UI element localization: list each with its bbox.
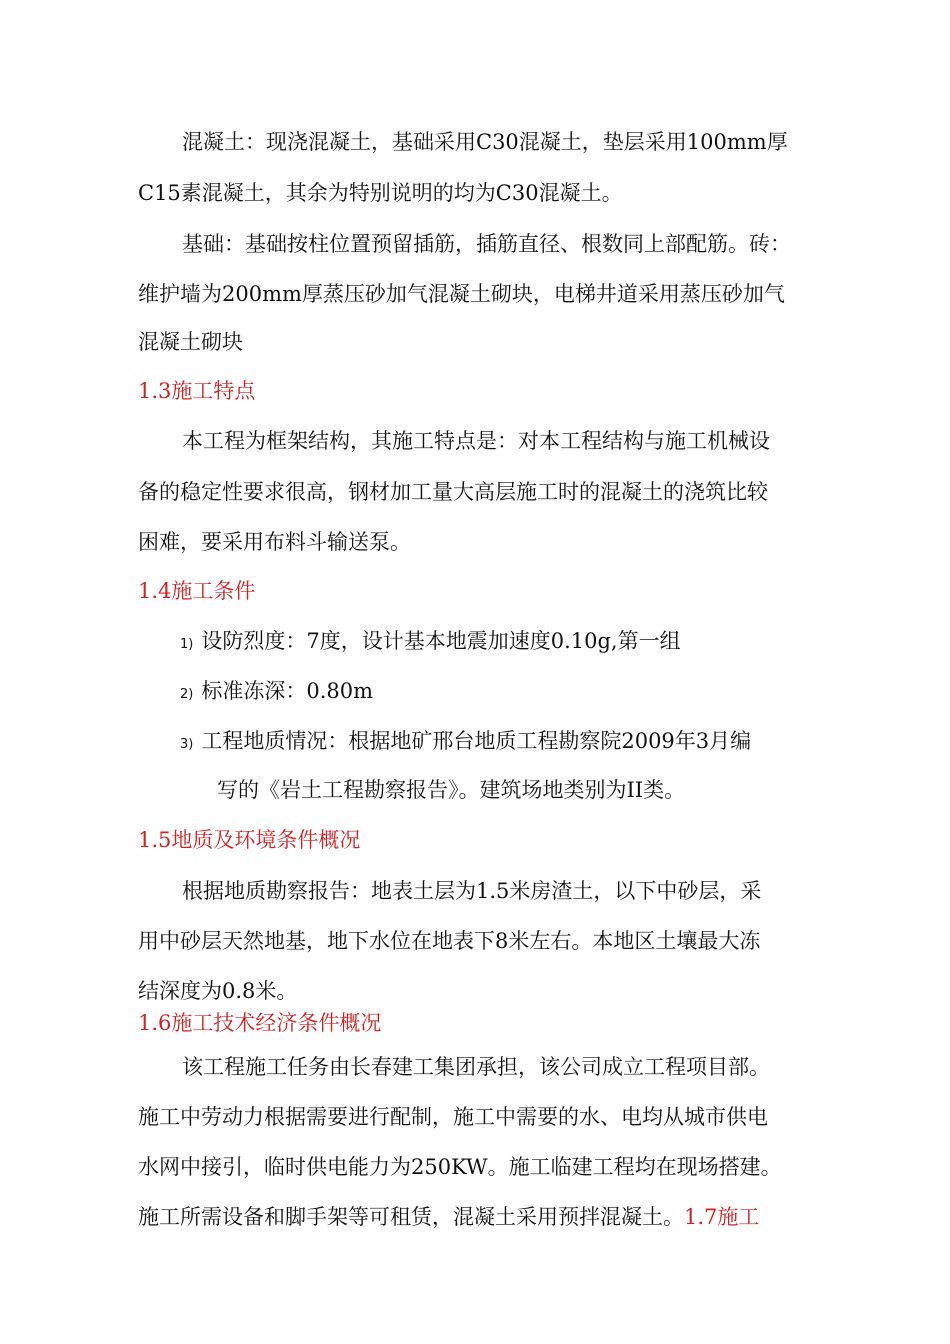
section-heading-1-7: 1.7施工 — [684, 1205, 760, 1229]
concrete-line-2: C15素混凝土，其余为特别说明的均为C30混凝土。 — [138, 181, 623, 205]
s15-line-2: 用中砂层天然地基，地下水位在地表下8米左右。本地区土壤最大冻 — [138, 929, 761, 953]
s13-line-3: 困难，要采用布料斗输送泵。 — [138, 530, 411, 554]
list-item-continuation: 写的《岩土工程勘察报告》。建筑场地类别为II类。 — [217, 778, 686, 802]
s16-line-2: 施工中劳动力根据需要进行配制，施工中需要的水、电均从城市供电 — [138, 1105, 768, 1129]
s16-line-4-text: 施工所需设备和脚手架等可租赁，混凝土采用预拌混凝土。 — [138, 1205, 684, 1229]
foundation-line-1: 基础：基础按柱位置预留插筋，插筋直径、根数同上部配筋。砖： — [182, 232, 791, 256]
s15-line-1: 根据地质勘察报告：地表土层为1.5米房渣土，以下中砂层，采 — [182, 879, 762, 903]
section-heading-1-6: 1.6施工技术经济条件概况 — [138, 1011, 382, 1035]
foundation-line-3: 混凝土砌块 — [138, 330, 243, 354]
s13-line-1: 本工程为框架结构，其施工特点是：对本工程结构与施工机械设 — [182, 429, 770, 453]
section-heading-1-3: 1.3施工特点 — [138, 379, 256, 403]
list-text: 工程地质情况：根据地矿邢台地质工程勘察院2009年3月编 — [201, 729, 752, 753]
list-text: 标准冻深：0.80m — [201, 679, 374, 703]
list-number: 3) — [180, 737, 194, 752]
list-item — [0, 628, 950, 658]
list-item — [0, 678, 950, 708]
s15-line-3: 结深度为0.8米。 — [138, 979, 298, 1003]
list-number: 1) — [180, 637, 194, 652]
section-heading-1-5: 1.5地质及环境条件概况 — [138, 828, 361, 852]
s16-line-4 — [0, 1204, 950, 1230]
list-number: 2) — [180, 687, 194, 702]
s13-line-2: 备的稳定性要求很高，钢材加工量大高层施工时的混凝土的浇筑比较 — [138, 480, 768, 504]
section-heading-1-4: 1.4施工条件 — [138, 579, 256, 603]
foundation-line-2: 维护墙为200mm厚蒸压砂加气混凝土砌块，电梯井道采用蒸压砂加气 — [138, 282, 785, 306]
concrete-line-1: 混凝土：现浇混凝土，基础采用C30混凝土，垫层采用100mm厚 — [182, 130, 788, 154]
list-item — [0, 728, 950, 758]
list-text: 设防烈度：7度，设计基本地震加速度0.10g,第一组 — [201, 629, 681, 653]
s16-line-3: 水网中接引，临时供电能力为250KW。施工临建工程均在现场搭建。 — [138, 1155, 782, 1179]
s16-line-1: 该工程施工任务由长春建工集团承担，该公司成立工程项目部。 — [182, 1055, 770, 1079]
